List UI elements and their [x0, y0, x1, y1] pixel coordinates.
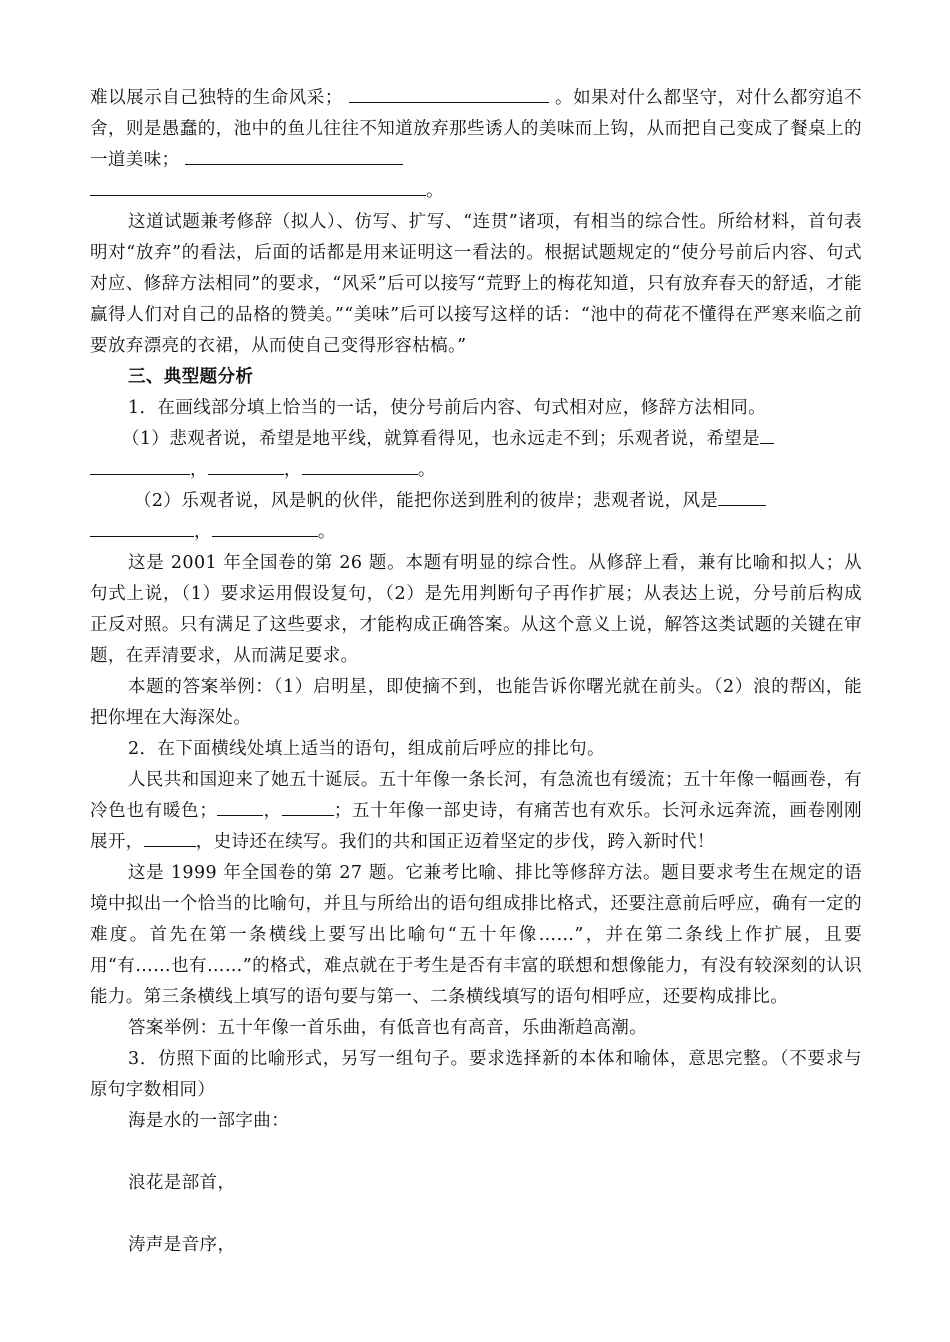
analysis-paragraph: 这是 2001 年全国卷的第 26 题。本题有明显的综合性。从修辞上看，兼有比喻和拟人；从句式上说，（1）要求运用假设复句，（2）是先用判断句子再作扩展；从表达上说，分号前后构成正反对照。只有满足了这些要求，才能构成正确答案。从这个意义上说，解答这类试题的关键在审题，在弄清要求，从而满足要求。	[90, 553, 862, 666]
text: 。	[417, 460, 436, 480]
text: 。	[317, 522, 336, 542]
text: 人民共和国迎来了她五十诞辰。五十年像一条长河，有急流也有缓流；五十年像一幅画卷，有冷色也有暖色；	[90, 770, 862, 821]
paragraph-fill-in	[90, 83, 862, 207]
answer-blank[interactable]	[302, 456, 418, 475]
text: 。如果对什么都坚守，对什么都穷追不舍，则是愚蠢的，池中的鱼儿往往不知道放弃那些诱人的美味而上钩，从而把自己变成了餐桌上的一道美味；	[90, 88, 862, 170]
question-2-text	[90, 765, 862, 858]
question-1-part-2	[90, 486, 862, 548]
text: ，史诗还在续写。我们的共和国正迈着坚定的步伐，跨入新时代！	[195, 832, 715, 852]
section-heading: 三、典型题分析	[128, 367, 254, 387]
answer-blank[interactable]	[208, 456, 284, 475]
document-page	[90, 83, 862, 1261]
answer-blank[interactable]	[90, 456, 190, 475]
question-3-line: 涛声是音序，	[128, 1235, 236, 1255]
text: （2）乐观者说，风是帆的伙伴，能把你送到胜利的彼岸；悲观者说，风是	[134, 491, 719, 511]
text: ，	[263, 801, 282, 821]
answer-blank[interactable]	[212, 518, 318, 537]
answer-example: 本题的答案举例：（1）启明星，即使摘不到，也能告诉你曙光就在前头。（2）浪的帮凶，能把你埋在大海深处。	[90, 677, 862, 728]
answer-example: 答案举例：五十年像一首乐曲，有低音也有高音，乐曲渐趋高潮。	[128, 1018, 648, 1038]
text: ；五十年像一部史诗，有痛苦也有欢乐。长河永远奔流，画卷刚刚展开，	[90, 801, 862, 852]
answer-blank[interactable]	[760, 425, 774, 444]
answer-blank[interactable]	[282, 797, 334, 816]
analysis-paragraph: 这是 1999 年全国卷的第 27 题。它兼考比喻、排比等修辞方法。题目要求考生在规定的语境中拟出一个恰当的比喻句，并且与所给出的语句组成排比格式，还要注意前后呼应，确有一定的难度。首先在第一条横线上要写出比喻句“五十年像……”，并在第二条线上作扩展，且要用“有……也有……”的格式，难点就在于考生是否有丰富的联想和想像能力，有没有较深刻的认识能力。第三条横线上填写的语句要与第一、二条横线填写的语句相呼应，还要构成排比。	[90, 863, 862, 1007]
answer-blank[interactable]	[217, 797, 263, 816]
question-3-line: 浪花是部首，	[128, 1173, 236, 1193]
question-3-line: 海是水的一部字曲：	[128, 1111, 290, 1131]
text: （1）悲观者说，希望是地平线，就算看得见，也永远走不到；乐观者说，希望是	[122, 429, 761, 449]
question-3-stem: 3．仿照下面的比喻形式，另写一组句子。要求选择新的本体和喻体，意思完整。（不要求与原句字数相同）	[90, 1049, 862, 1100]
answer-blank[interactable]	[144, 828, 196, 847]
text: 难以展示自己独特的生命风采；	[90, 88, 343, 108]
answer-blank[interactable]	[90, 177, 426, 196]
answer-blank[interactable]	[349, 84, 549, 103]
answer-blank[interactable]	[718, 487, 766, 506]
answer-blank[interactable]	[185, 146, 403, 165]
analysis-paragraph: 这道试题兼考修辞（拟人）、仿写、扩写、“连贯”诸项，有相当的综合性。所给材料，首句表明对“放弃”的看法，后面的话都是用来证明这一看法的。根据试题规定的“使分号前后内容、句式对应、修辞方法相同”的要求，“风采”后可以接写“荒野上的梅花知道，只有放弃春天的舒适，才能赢得人们对自己的品格的赞美。”“美味”后可以接写这样的话：“池中的荷花不懂得在严寒来临之前要放弃漂亮的衣裙，从而使自己变得形容枯槁。”	[90, 212, 862, 356]
text: ，	[190, 460, 208, 480]
text: ，	[283, 460, 302, 480]
answer-blank[interactable]	[90, 518, 194, 537]
question-2-stem: 2．在下面横线处填上适当的语句，组成前后呼应的排比句。	[128, 739, 605, 759]
question-1-stem: 1．在画线部分填上恰当的一话，使分号前后内容、句式相对应，修辞方法相同。	[128, 398, 767, 418]
question-1-part-1	[90, 424, 862, 486]
text: ，	[194, 522, 212, 542]
text: 。	[426, 181, 444, 201]
